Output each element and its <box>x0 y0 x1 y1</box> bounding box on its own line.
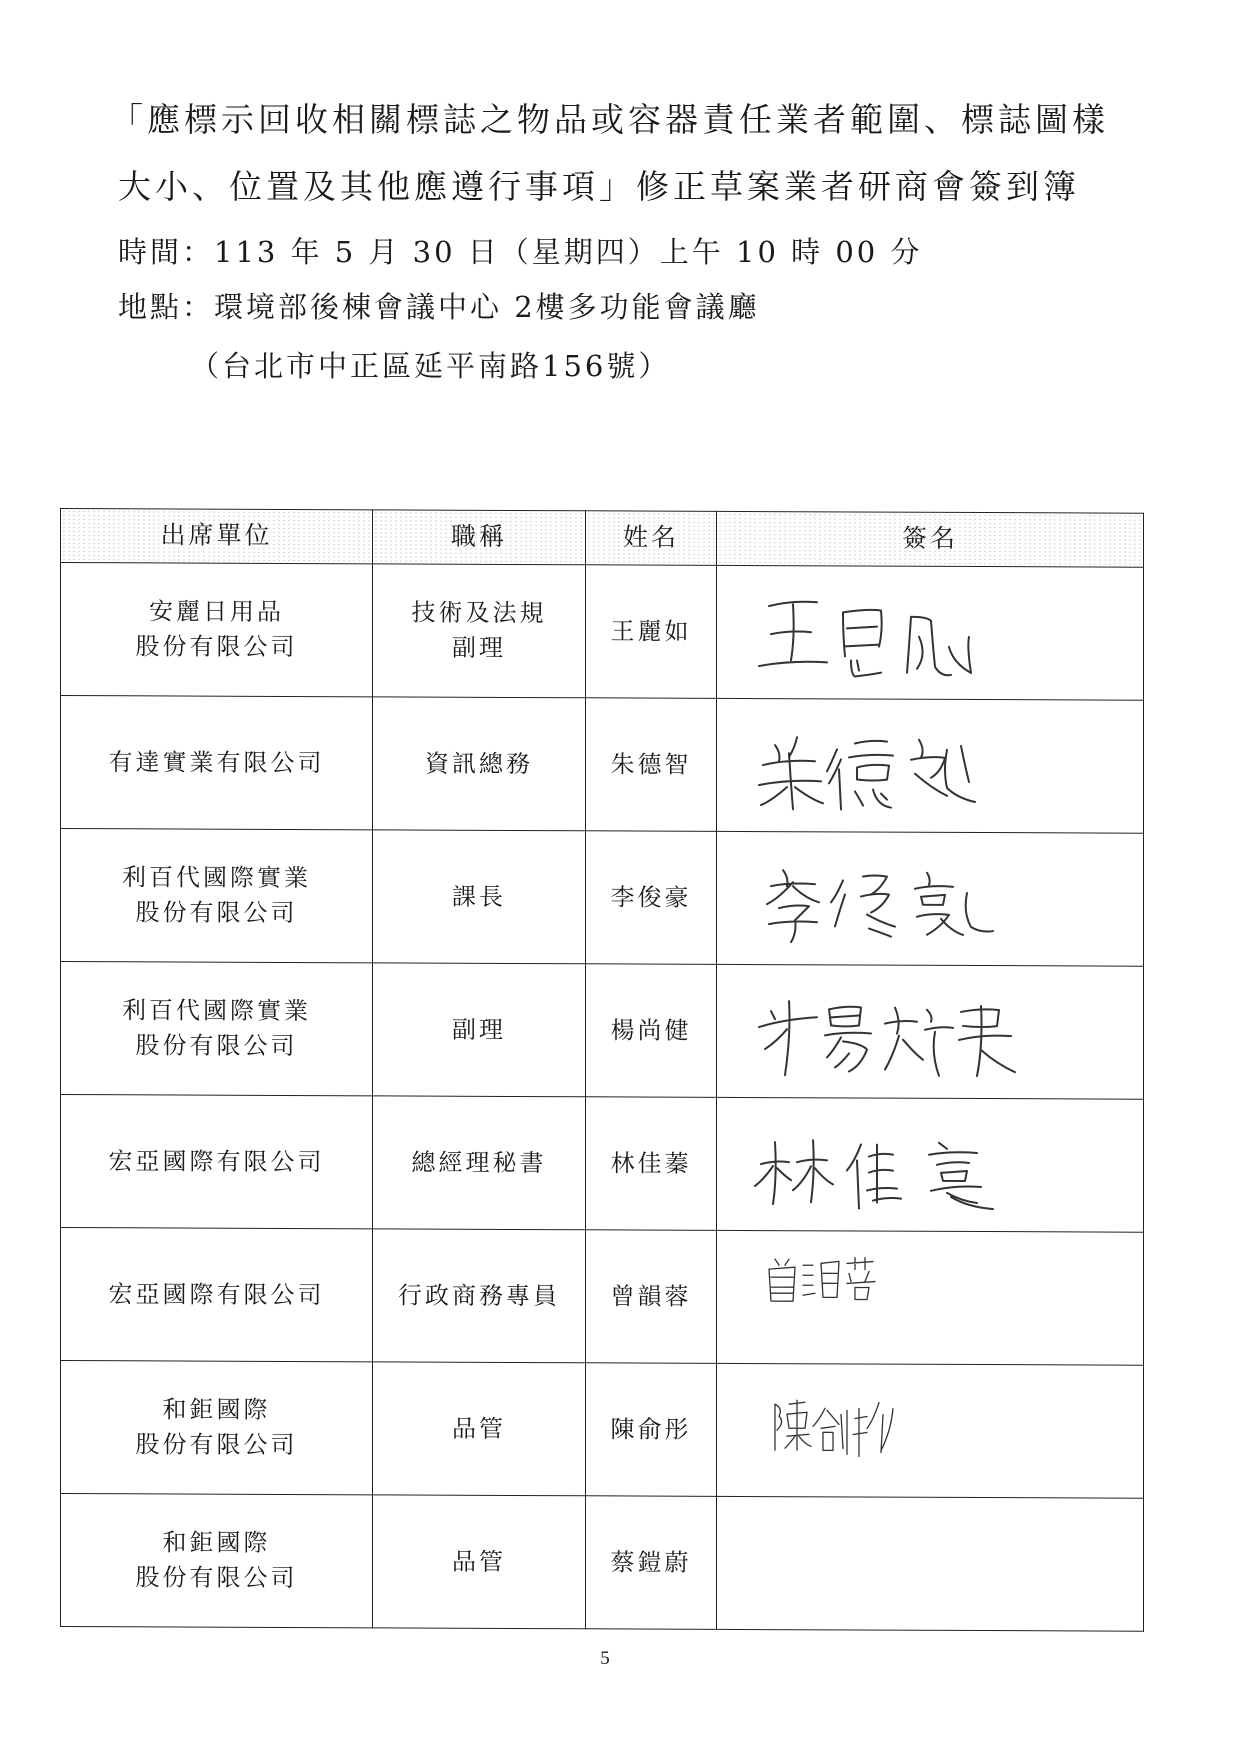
meeting-time: 時間：113 年 5 月 30 日（星期四）上午 10 時 00 分 <box>118 235 923 269</box>
handwritten-signature <box>721 699 1139 833</box>
name-cell: 王麗如 <box>586 565 717 699</box>
title-cell <box>373 697 586 831</box>
handwritten-signature <box>721 832 1139 966</box>
org-text: 利百代國際實業 股份有限公司 <box>122 996 311 1061</box>
column-header-signature: 簽名 <box>717 511 1144 567</box>
handwritten-signature <box>721 965 1139 1099</box>
table-row <box>61 1095 1144 1233</box>
signature-cell <box>717 1496 1144 1631</box>
signature-cell <box>717 565 1144 700</box>
title-text: 技術及法規 副理 <box>411 598 547 662</box>
org-text: 利百代國際實業 股份有限公司 <box>122 863 311 928</box>
table-row <box>61 563 1144 701</box>
name-cell: 陳俞彤 <box>586 1363 717 1497</box>
handwritten-signature <box>721 1098 1139 1232</box>
name-cell: 朱德智 <box>586 698 717 832</box>
name-cell: 李俊豪 <box>586 831 717 965</box>
org-cell <box>61 1228 373 1362</box>
column-header-name: 姓名 <box>586 511 717 566</box>
title-text: 品管 <box>452 1414 506 1443</box>
document-title-line-2: 大小、位置及其他應遵行事項」修正草案業者研商會簽到簿 <box>118 167 1080 206</box>
meeting-location: 地點：環境部後棟會議中心 2樓多功能會議廳 <box>118 290 760 324</box>
org-text: 和鉅國際 股份有限公司 <box>135 1528 298 1593</box>
title-text: 行政商務專員 <box>398 1281 560 1310</box>
column-header-org: 出席單位 <box>61 509 373 564</box>
table-row <box>61 962 1144 1100</box>
table-row <box>61 1361 1144 1499</box>
org-cell <box>61 696 373 830</box>
name-cell: 楊尚健 <box>586 964 717 1098</box>
title-cell <box>373 1096 586 1230</box>
title-cell <box>373 963 586 1097</box>
org-text: 宏亞國際有限公司 <box>108 1146 325 1176</box>
table-header-row <box>61 509 1144 568</box>
org-cell <box>61 563 373 697</box>
handwritten-signature <box>721 1231 1139 1365</box>
org-cell <box>61 829 373 963</box>
title-text: 資訊總務 <box>425 749 533 778</box>
title-text: 課長 <box>452 882 506 911</box>
title-cell <box>373 564 586 698</box>
org-cell <box>61 1361 373 1495</box>
title-text: 品管 <box>452 1547 506 1576</box>
signature-cell <box>717 831 1144 966</box>
table-row <box>61 829 1144 967</box>
title-text: 副理 <box>452 1015 506 1044</box>
name-cell: 蔡鎧蔚 <box>586 1496 717 1630</box>
org-text: 安麗日用品 股份有限公司 <box>135 597 298 662</box>
handwritten-signature <box>721 1364 1139 1498</box>
org-cell <box>61 1494 373 1628</box>
title-cell <box>373 1495 586 1629</box>
name-cell: 曾韻蓉 <box>586 1230 717 1364</box>
org-cell <box>61 962 373 1096</box>
signature-cell <box>717 1363 1144 1498</box>
org-cell <box>61 1095 373 1229</box>
title-cell <box>373 1362 586 1496</box>
table-row <box>61 1228 1144 1366</box>
document-title-line-1: 「應標示回收相關標誌之物品或容器責任業者範圍、標誌圖樣 <box>110 100 1109 139</box>
name-cell: 林佳蓁 <box>586 1097 717 1231</box>
meeting-address: （台北市中正區延平南路156號） <box>190 349 671 383</box>
title-cell <box>373 830 586 964</box>
title-text: 總經理秘書 <box>411 1148 547 1177</box>
org-text: 宏亞國際有限公司 <box>108 1279 325 1309</box>
page-number: 5 <box>600 1648 610 1669</box>
org-text: 有達實業有限公司 <box>108 747 325 777</box>
signature-cell <box>717 698 1144 833</box>
signature-cell <box>717 1230 1144 1365</box>
signature-cell <box>717 964 1144 1099</box>
column-header-title: 職稱 <box>373 510 586 565</box>
signature-cell <box>717 1097 1144 1232</box>
handwritten-signature <box>721 566 1139 700</box>
title-cell <box>373 1229 586 1363</box>
sign-in-table <box>60 508 1144 1632</box>
table-row <box>61 1494 1144 1632</box>
table-row <box>61 696 1144 834</box>
org-text: 和鉅國際 股份有限公司 <box>135 1395 298 1460</box>
